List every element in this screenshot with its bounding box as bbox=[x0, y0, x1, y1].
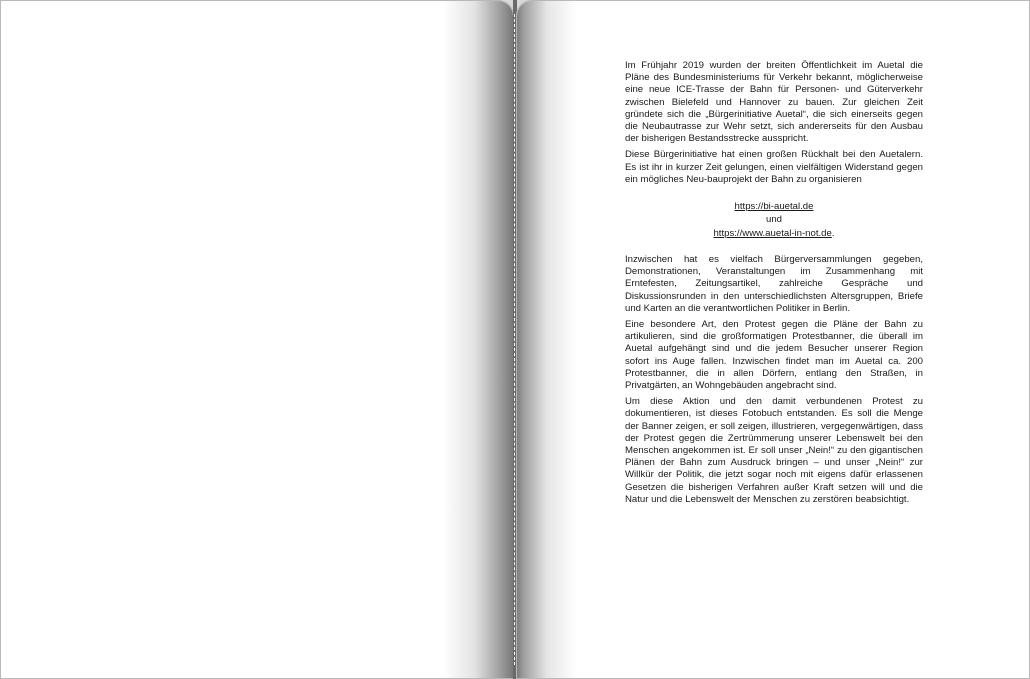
paragraph-activities: Inzwischen hat es vielfach Bürgerversammlungen gegeben, Demonstrationen, Veranstaltungen im Zusammenhang mit Erntefesten, Zeitungsartikel, zahlreiche Gespräche und Diskussionsrunden in den unterschiedlichsten Altersgruppen, Briefe und Karten an die verantwortlichen Politiker in Berlin. bbox=[625, 253, 923, 314]
links-trailing-period: . bbox=[831, 227, 835, 239]
spine-stitching bbox=[514, 14, 515, 665]
link-auetal-in-not[interactable]: https://www.auetal-in-not.de bbox=[713, 227, 832, 239]
right-page-gutter-shadow bbox=[517, 1, 577, 678]
right-page[interactable] bbox=[516, 0, 1030, 679]
paragraph-banners: Eine besondere Art, den Protest gegen die Pläne der Bahn zu artikulieren, sind die großformatigen Protestbanner, die überall im Auetal aufgehängt sind und die jedem Besucher unserer Region sofort ins Auge fallen. Inzwischen findet man im Auetal ca. 200 Protestbanner, die in allen Dörfern, entlang den Straßen, in Privatgärten, an Wohngebäuden angebracht sind. bbox=[625, 318, 923, 391]
links-connector: und bbox=[765, 214, 782, 226]
page-text bbox=[625, 60, 923, 510]
paragraph-intro: Im Frühjahr 2019 wurden der breiten Öffentlichkeit im Auetal die Pläne des Bundesministeriums für Verkehr bekannt, möglicherweise eine neue ICE-Trasse der Bahn für Personen- und Güterverkehr zwischen Bielefeld und Hannover zu bauen. Zur gleichen Zeit gründete sich die „Bürgerinitiative Auetal“, die sich einerseits gegen die Neubautrasse zur Wehr setzt, sich andererseits für den Ausbau der bisherigen Bestandsstrecke ausspricht. bbox=[625, 60, 923, 145]
left-page-gutter-shadow bbox=[443, 1, 513, 678]
paragraph-photobook: Um diese Aktion und den damit verbundenen Protest zu dokumentieren, ist dieses Fotobuch entstanden. Es soll die Menge der Banner zeigen, er soll zeigen, illustrieren, vergegenwärtigen, dass der Protest gegen die Zertrümmerung unserer Lebenswelt bei den Menschen angekommen ist. Er soll unser „Nein!“ zu den gigantischen Plänen der Bahn zum Ausdruck bringen – und unser „Nein!“ zur Willkür der Politik, die jetzt sogar noch mit eigens dafür erlassenen Gesetzen die bisherigen Verfahren außer Kraft setzen will und die Natur und die Lebenswelt der Menschen zu zerstören beabsichtigt. bbox=[625, 396, 923, 505]
links-block bbox=[625, 200, 923, 240]
link-bi-auetal[interactable]: https://bi-auetal.de bbox=[734, 201, 814, 213]
left-page[interactable] bbox=[0, 0, 514, 679]
paragraph-initiative: Diese Bürgerinitiative hat einen großen Rückhalt bei den Auetalern. Es ist ihr in kurzer Zeit gelungen, einen vielfältigen Widerstand gegen ein mögliches Neu-bauprojekt der Bahn zu organisieren bbox=[625, 149, 923, 185]
